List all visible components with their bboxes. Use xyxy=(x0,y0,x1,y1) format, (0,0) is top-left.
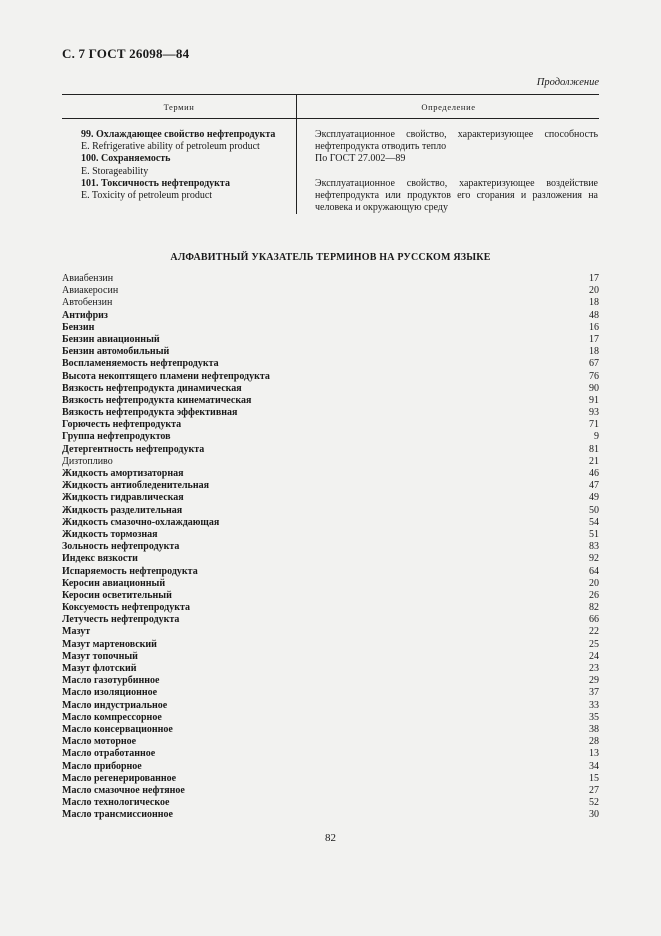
term-101-ru: 101. Токсичность нефтепродукта xyxy=(81,177,230,189)
definition-column xyxy=(315,129,598,214)
index-term: Мазут флотский xyxy=(62,663,137,674)
index-entry xyxy=(62,395,599,407)
index-term-number: 17 xyxy=(589,273,599,284)
index-term: Масло приборное xyxy=(62,760,142,772)
index-term: Жидкость гидравлическая xyxy=(62,492,184,504)
index-entry xyxy=(62,736,599,748)
index-entry xyxy=(62,358,599,370)
index-term: Летучесть нефтепродукта xyxy=(62,614,180,626)
index-term-number: 9 xyxy=(594,431,599,443)
index-entry xyxy=(62,492,599,504)
index-term: Керосин авиационный xyxy=(62,577,166,589)
definition-101: Эксплуатационное свойство, характеризующее воздействие нефтепродукта или продуктов его сгорания и разложения на человека и окружающую среду xyxy=(315,177,598,214)
index-term: Жидкость разделительная xyxy=(62,504,183,516)
index-term: Автобензин xyxy=(62,297,113,309)
index-term-number: 20 xyxy=(589,285,599,297)
index-term-number: 83 xyxy=(589,541,599,553)
index-entry xyxy=(62,700,599,712)
index-entry xyxy=(62,626,599,638)
index-term: Жидкость антиобледенительная xyxy=(62,480,210,492)
index-term: Вязкость нефтепродукта кинематическая xyxy=(62,394,252,406)
column-header-definition: Определение xyxy=(421,102,476,112)
index-term-number: 76 xyxy=(589,370,599,382)
index-term-number: 20 xyxy=(589,577,599,589)
index-term-number: 91 xyxy=(589,394,599,406)
definition-99: Эксплуатационное свойство, характеризующее способность нефтепродукта отводить тепло xyxy=(315,129,598,153)
index-entry xyxy=(62,541,599,553)
index-term-number: 22 xyxy=(589,626,599,638)
index-entry xyxy=(62,566,599,578)
index-term: Авиакеросин xyxy=(62,285,119,297)
index-term: Жидкость тормозная xyxy=(62,528,158,540)
index-term-number: 64 xyxy=(589,565,599,577)
index-term: Коксуемость нефтепродукта xyxy=(62,602,191,614)
index-term: Масло моторное xyxy=(62,736,137,748)
index-entry xyxy=(62,761,599,773)
index-term: Вязкость нефтепродукта динамическая xyxy=(62,382,242,394)
term-99-en: E. Refrigerative ability of petroleum product xyxy=(81,141,260,153)
index-term-number: 13 xyxy=(589,748,599,760)
index-entry xyxy=(62,346,599,358)
index-term: Зольность нефтепродукта xyxy=(62,541,180,553)
index-entry xyxy=(62,383,599,395)
index-term-number: 29 xyxy=(589,675,599,687)
index-term-number: 49 xyxy=(589,492,599,504)
index-term: Индекс вязкости xyxy=(62,553,138,565)
index-term: Группа нефтепродуктов xyxy=(62,431,171,443)
index-term: Бензин автомобильный xyxy=(62,346,170,358)
index-term: Авиабензин xyxy=(62,273,114,284)
index-term: Мазут xyxy=(62,626,91,638)
index-term-number: 26 xyxy=(589,589,599,601)
index-term: Мазут мартеновский xyxy=(62,638,157,650)
index-term: Горючесть нефтепродукта xyxy=(62,419,182,431)
index-term-number: 24 xyxy=(589,650,599,662)
index-term: Масло отработанное xyxy=(62,748,156,760)
index-term: Масло консервационное xyxy=(62,723,173,735)
index-term: Бензин авиационный xyxy=(62,333,160,345)
index-title: АЛФАВИТНЫЙ УКАЗАТЕЛЬ ТЕРМИНОВ НА РУССКОМ ЯЗЫКЕ xyxy=(170,252,491,263)
index-term-number: 67 xyxy=(589,358,599,370)
index-term-number: 51 xyxy=(589,528,599,540)
index-term: Детергентность нефтепродукта xyxy=(62,443,205,455)
index-term: Воспламеняемость нефтепродукта xyxy=(62,358,219,370)
index-entry xyxy=(62,480,599,492)
index-entry xyxy=(62,687,599,699)
index-term: Антифриз xyxy=(62,309,108,321)
index-term-number: 17 xyxy=(589,333,599,345)
index-term-number: 48 xyxy=(589,309,599,321)
index-entry xyxy=(62,724,599,736)
index-term-number: 50 xyxy=(589,504,599,516)
index-term: Дизтопливо xyxy=(62,455,113,467)
index-term-number: 52 xyxy=(589,797,599,809)
index-entry xyxy=(62,273,599,285)
page-number: 82 xyxy=(325,832,336,844)
index-entry xyxy=(62,651,599,663)
index-entry xyxy=(62,407,599,419)
index-entry xyxy=(62,578,599,590)
index-term-number: 37 xyxy=(589,687,599,699)
term-100-en: E. Storageability xyxy=(81,165,149,177)
index-term-number: 54 xyxy=(589,516,599,528)
index-term: Вязкость нефтепродукта эффективная xyxy=(62,407,238,419)
index-term-number: 90 xyxy=(589,382,599,394)
document-code: С. 7 ГОСТ 26098—84 xyxy=(62,46,190,61)
index-entry xyxy=(62,297,599,309)
index-entry xyxy=(62,431,599,443)
index-entry xyxy=(62,809,599,821)
index-term-number: 28 xyxy=(589,736,599,748)
index-term-number: 38 xyxy=(589,723,599,735)
index-term: Масло изоляционное xyxy=(62,687,158,699)
index-term: Мазут топочный xyxy=(62,650,138,662)
index-entry xyxy=(62,602,599,614)
index-term-number: 66 xyxy=(589,614,599,626)
index-term: Жидкость смазочно-охлаждающая xyxy=(62,516,220,528)
index-entry xyxy=(62,371,599,383)
index-term-number: 71 xyxy=(589,419,599,431)
index-term-number: 16 xyxy=(589,321,599,333)
index-entry xyxy=(62,517,599,529)
index-entry xyxy=(62,773,599,785)
index-entry xyxy=(62,456,599,468)
index-term: Масло смазочное нефтяное xyxy=(62,784,185,796)
index-entry xyxy=(62,334,599,346)
continuation-label: Продолжение xyxy=(536,77,599,88)
index-term-number: 46 xyxy=(589,468,599,479)
index-term: Масло трансмиссионное xyxy=(62,809,173,821)
index-term-number: 21 xyxy=(589,455,599,467)
index-entry xyxy=(62,322,599,334)
index-entry xyxy=(62,505,599,517)
index-term-number: 34 xyxy=(589,760,599,772)
term-99-ru: 99. Охлаждающее свойство нефтепродукта xyxy=(81,129,276,140)
index-term: Масло индустриальное xyxy=(62,699,168,711)
index-list xyxy=(62,273,599,821)
index-entry xyxy=(62,553,599,565)
index-entry xyxy=(62,797,599,809)
index-entry xyxy=(62,419,599,431)
index-term: Жидкость амортизаторная xyxy=(62,468,184,479)
definition-100: По ГОСТ 27.002—89 xyxy=(315,153,406,165)
table-header-rule xyxy=(62,118,599,119)
index-term: Испаряемость нефтепродукта xyxy=(62,565,198,577)
index-entry xyxy=(62,614,599,626)
index-term-number: 81 xyxy=(589,443,599,455)
index-term-number: 33 xyxy=(589,699,599,711)
index-term: Масло технологическое xyxy=(62,797,170,809)
index-entry xyxy=(62,663,599,675)
index-term-number: 30 xyxy=(589,809,599,821)
index-entry xyxy=(62,712,599,724)
term-column xyxy=(81,129,295,202)
index-term: Масло газотурбинное xyxy=(62,675,160,687)
index-term-number: 93 xyxy=(589,407,599,419)
index-term-number: 35 xyxy=(589,711,599,723)
term-100-ru: 100. Сохраняемость xyxy=(81,153,171,165)
column-header-term: Термин xyxy=(163,102,195,112)
index-entry xyxy=(62,310,599,322)
index-entry xyxy=(62,748,599,760)
index-entry xyxy=(62,675,599,687)
index-entry xyxy=(62,785,599,797)
index-entry xyxy=(62,468,599,480)
index-term-number: 25 xyxy=(589,638,599,650)
index-term: Масло регенерированное xyxy=(62,772,177,784)
index-term-number: 23 xyxy=(589,663,599,674)
index-entry xyxy=(62,590,599,602)
index-entry xyxy=(62,529,599,541)
index-term-number: 47 xyxy=(589,480,599,492)
index-term-number: 92 xyxy=(589,553,599,565)
index-term-number: 27 xyxy=(589,784,599,796)
index-term: Бензин xyxy=(62,321,95,333)
index-entry xyxy=(62,444,599,456)
index-term: Керосин осветительный xyxy=(62,589,172,601)
index-term-number: 18 xyxy=(589,346,599,358)
table-header xyxy=(62,94,599,118)
index-term: Высота некоптящего пламени нефтепродукта xyxy=(62,370,270,382)
index-term-number: 18 xyxy=(589,297,599,309)
term-101-en: E. Toxicity of petroleum product xyxy=(81,190,213,202)
index-term-number: 15 xyxy=(589,772,599,784)
column-divider xyxy=(296,94,297,214)
index-term-number: 82 xyxy=(589,602,599,614)
index-term: Масло компрессорное xyxy=(62,711,162,723)
index-entry xyxy=(62,285,599,297)
index-entry xyxy=(62,639,599,651)
